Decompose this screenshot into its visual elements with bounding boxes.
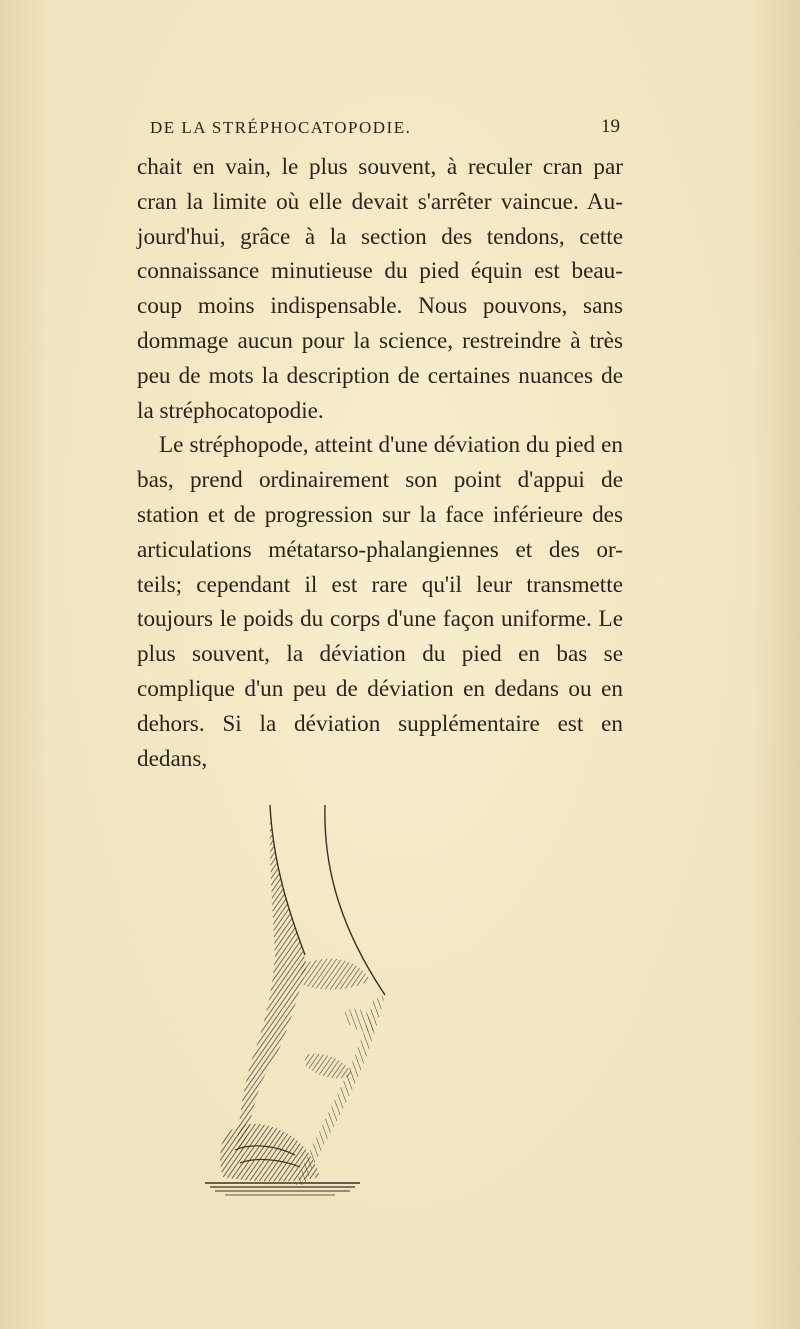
- paragraph-1: chait en vain, le plus souvent, à reculer cran par cran la limite où elle devait s'arrêter vaincue. Au-jourd'hui, grâce à la section des tendons, cette connaissance minutieuse du pied équin est beau-coup moins indispensable. Nous pouvons, sans dommage aucun pour la science, restreindre à très peu de mots la description de certaines nuances de la stréphocatopodie.: [137, 154, 623, 424]
- foot-engraving: [195, 805, 395, 1205]
- running-title: DE LA STRÉPHOCATOPODIE.: [150, 118, 412, 137]
- page-number: 19: [601, 116, 620, 137]
- page-header: [150, 118, 620, 144]
- body-text: [137, 150, 623, 776]
- paragraph-2: Le stréphopode, atteint d'une déviation du pied en bas, prend ordinairement son point d'appui de station et de progression sur la face inférieure des articulations métatarso-phalangiennes et des or-teils; cependant il est rare qu'il leur transmette toujours le poids du corps d'une façon uniforme. Le plus souvent, la déviation du pied en bas se complique d'un peu de déviation en dedans ou en dehors. Si la déviation supplémentaire est en dedans,: [137, 432, 623, 772]
